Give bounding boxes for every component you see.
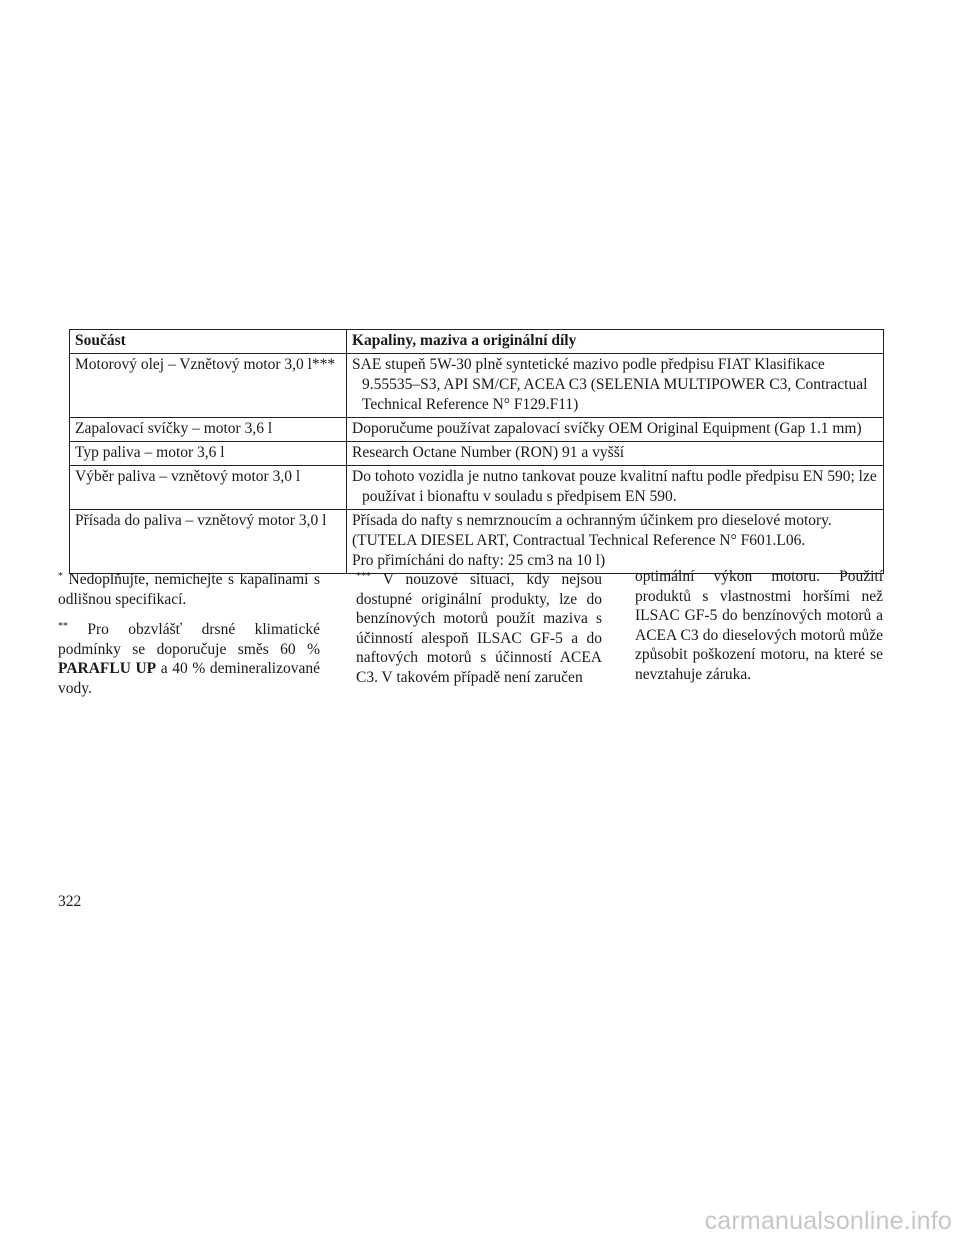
row-value-text: Research Octane Number (RON) 91 a vyšší: [352, 444, 625, 461]
row-value: [347, 354, 884, 418]
row-component: Přísada do paliva – vznětový motor 3,0 l: [70, 510, 347, 574]
table-row: [70, 442, 884, 466]
row-component: Zapalovací svíčky – motor 3,6 l: [70, 418, 347, 442]
header-fluids: Kapaliny, maziva a originální díly: [347, 330, 884, 354]
row-value-text: SAE stupeň 5W-30 plně syntetické mazivo podle předpisu FIAT Klasifikace 9.55535–S3, API SM/CF, ACEA C3 (SELENIA MULTIPOWER C3, Contractual Technical Reference N° F129.F11): [352, 356, 868, 413]
row-value-text: Do tohoto vozidla je nutno tankovat pouze kvalitní naftu podle předpisu EN 590; lze používat i bionaftu v souladu s předpisem EN 590.: [352, 468, 877, 505]
header-component: Součást: [70, 330, 347, 354]
paraflu-up-label: PARAFLU UP: [58, 660, 157, 677]
page-number: 322: [58, 893, 82, 910]
footnote-2-marker: **: [58, 621, 68, 632]
table-row: [70, 354, 884, 418]
row-component: Motorový olej – Vznětový motor 3,0 l***: [70, 354, 347, 418]
watermark: carmanualsonline.info: [704, 1207, 952, 1235]
row-value: [347, 466, 884, 510]
row-component: Typ paliva – motor 3,6 l: [70, 442, 347, 466]
table-row: [70, 510, 884, 574]
row-value-line: Přísada do nafty s nemrznoucím a ochranným účinkem pro dieselové motory.: [352, 512, 832, 529]
table-row: [70, 466, 884, 510]
row-component: Výběr paliva – vznětový motor 3,0 l: [70, 466, 347, 510]
footnotes-column-3: [635, 567, 883, 692]
footnote-1: [58, 567, 320, 609]
table-row: [70, 418, 884, 442]
table-header-row: [70, 330, 884, 354]
footnote-1-text: Nedoplňujte, nemíchejte s kapalinami s odlišnou specifikací.: [58, 571, 320, 608]
footnote-2-text: Pro obzvlášť drsné klimatické podmínky se doporučuje směs 60 %: [58, 621, 320, 658]
row-value: [347, 442, 884, 466]
footnote-3-marker: ***: [356, 571, 371, 582]
footnote-3-text: V nouzové situaci, kdy nejsou dostupné originální produkty, lze do benzínových motorů použít maziva s účinností alespoň ILSAC GF-5 a do naftových motorů s účinností ACEA C3. V takovém případě není zaručen: [356, 571, 602, 686]
footnotes-column-2: [356, 567, 602, 695]
footnote-3-continued: optimální výkon motoru. Použití produktů s vlastnostmi horšími než ILSAC GF-5 do benzínových motorů a ACEA C3 do dieselových motorů může způsobit poškození motoru, na které se nevztahuje záruka.: [635, 568, 883, 683]
row-value-line: (TUTELA DIESEL ART, Contractual Technical Reference N° F601.L06.: [352, 532, 806, 549]
row-value-text: Doporučume používat zapalovací svíčky OEM Original Equipment (Gap 1.1 mm): [352, 420, 862, 437]
footnote-2: [58, 617, 320, 698]
footnote-1-marker: *: [58, 571, 63, 582]
footnote-2-text-end: a 40 % demineralizované vody.: [58, 660, 320, 697]
footnote-3: [356, 567, 602, 687]
footnotes-column-1: [58, 567, 320, 706]
row-value: [347, 418, 884, 442]
row-value-line: Pro přimícháni do nafty: 25 cm3 na 10 l): [352, 552, 606, 569]
row-value: [347, 510, 884, 574]
specifications-table: [69, 329, 884, 574]
